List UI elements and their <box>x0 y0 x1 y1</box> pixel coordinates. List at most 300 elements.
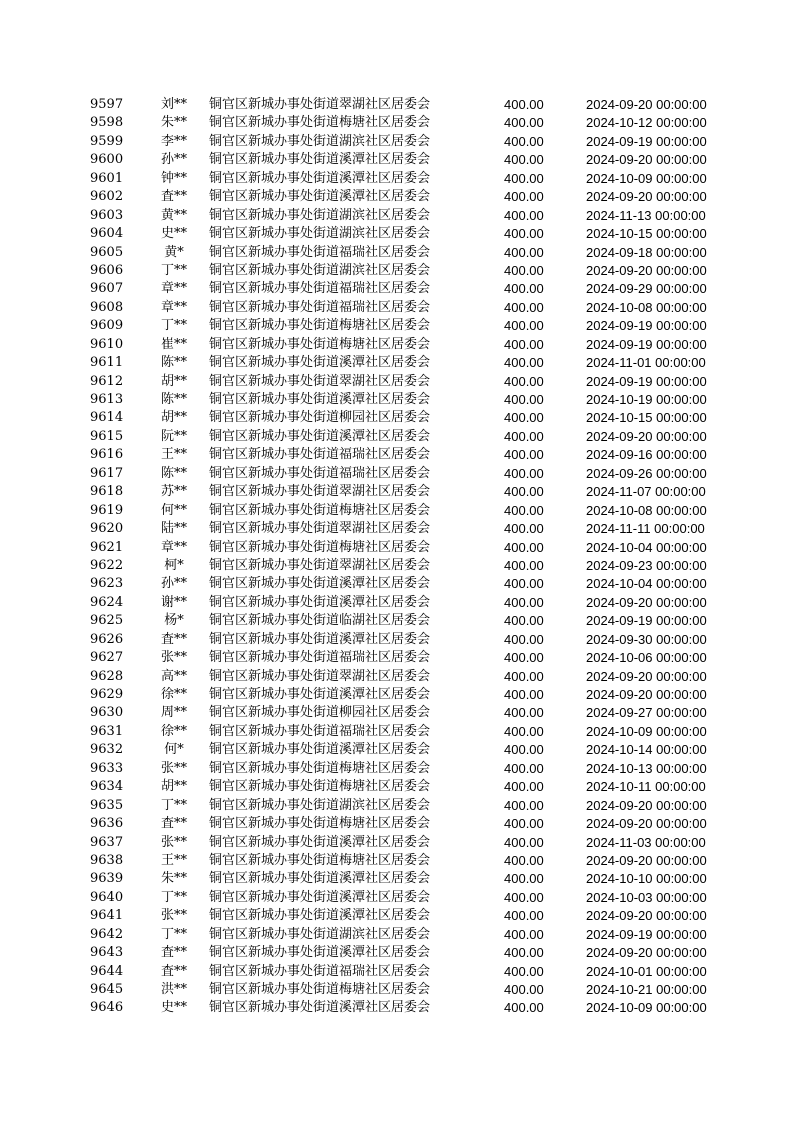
table-row <box>0 852 793 870</box>
recipient-name: 洪** <box>160 982 187 997</box>
amount: 400.00 <box>504 262 544 278</box>
recipient-name: 柯* <box>164 557 184 573</box>
organization: 铜官区新城办事处街道梅塘社区居委会 <box>209 760 431 776</box>
payment-date: 2024-10-04 00:00:00 <box>586 576 707 592</box>
record-id: 9630 <box>90 705 124 721</box>
payment-date: 2024-10-14 00:00:00 <box>586 742 707 758</box>
table-row <box>0 280 793 298</box>
table-row <box>0 336 793 354</box>
recipient-name: 杨* <box>164 613 184 629</box>
payment-date: 2024-09-19 00:00:00 <box>586 133 707 149</box>
table-row <box>0 317 793 335</box>
record-id: 9600 <box>90 152 124 168</box>
organization: 铜官区新城办事处街道翠湖社区居委会 <box>209 521 431 537</box>
record-id: 9601 <box>90 170 124 186</box>
amount: 400.00 <box>504 963 544 979</box>
amount: 400.00 <box>504 244 544 260</box>
record-id: 9636 <box>90 816 124 832</box>
organization: 铜官区新城办事处街道福瑞社区居委会 <box>209 723 431 739</box>
record-id: 9629 <box>90 687 124 702</box>
organization: 铜官区新城办事处街道溪潭社区居委会 <box>209 889 431 905</box>
table-row <box>0 760 793 778</box>
amount: 400.00 <box>504 779 544 795</box>
organization: 铜官区新城办事处街道湖滨社区居委会 <box>209 797 431 813</box>
table-row <box>0 244 793 262</box>
amount: 400.00 <box>504 281 544 297</box>
amount: 400.00 <box>504 170 544 186</box>
amount: 400.00 <box>504 631 544 647</box>
payment-date: 2024-10-09 00:00:00 <box>586 170 707 186</box>
amount: 400.00 <box>504 521 544 537</box>
organization: 铜官区新城办事处街道湖滨社区居委会 <box>209 133 431 149</box>
record-id: 9635 <box>90 797 124 813</box>
table-row <box>0 409 793 427</box>
amount: 400.00 <box>504 668 544 684</box>
payment-date: 2024-11-03 00:00:00 <box>586 834 706 850</box>
table-row <box>0 797 793 815</box>
recipient-name: 李** <box>160 133 187 149</box>
amount: 400.00 <box>504 226 544 242</box>
organization: 铜官区新城办事处街道湖滨社区居委会 <box>209 226 431 242</box>
organization: 铜官区新城办事处街道柳园社区居委会 <box>209 705 431 721</box>
recipient-name: 崔** <box>160 336 187 352</box>
record-id: 9615 <box>90 428 124 444</box>
payment-date: 2024-10-03 00:00:00 <box>586 889 707 905</box>
payment-date: 2024-09-20 00:00:00 <box>586 262 707 278</box>
table-row <box>0 778 793 796</box>
recipient-name: 章** <box>160 299 187 315</box>
amount: 400.00 <box>504 650 544 666</box>
amount: 400.00 <box>504 189 544 205</box>
amount: 400.00 <box>504 318 544 334</box>
amount: 400.00 <box>504 97 544 112</box>
recipient-name: 王** <box>160 852 187 868</box>
table-row <box>0 870 793 888</box>
amount: 400.00 <box>504 687 544 702</box>
payment-date: 2024-09-29 00:00:00 <box>586 281 707 297</box>
payment-date: 2024-09-30 00:00:00 <box>586 631 707 647</box>
amount: 400.00 <box>504 465 544 481</box>
table-row <box>0 907 793 925</box>
organization: 铜官区新城办事处街道临湖社区居委会 <box>209 613 431 629</box>
payment-date: 2024-10-13 00:00:00 <box>586 760 707 776</box>
payment-date: 2024-09-27 00:00:00 <box>586 705 707 721</box>
amount: 400.00 <box>504 428 544 444</box>
organization: 铜官区新城办事处街道福瑞社区居委会 <box>209 299 431 315</box>
organization: 铜官区新城办事处街道福瑞社区居委会 <box>209 465 431 481</box>
organization: 铜官区新城办事处街道梅塘社区居委会 <box>209 779 431 795</box>
table-row <box>0 428 793 446</box>
amount: 400.00 <box>504 1000 544 1016</box>
organization: 铜官区新城办事处街道梅塘社区居委会 <box>209 502 431 518</box>
payment-date: 2024-09-20 00:00:00 <box>586 797 707 813</box>
recipient-name: 朱** <box>160 115 187 131</box>
amount: 400.00 <box>504 613 544 629</box>
table-row <box>0 391 793 409</box>
payment-date: 2024-09-20 00:00:00 <box>586 687 707 702</box>
record-id: 9624 <box>90 594 124 610</box>
organization: 铜官区新城办事处街道溪潭社区居委会 <box>209 170 431 186</box>
record-id: 9611 <box>90 355 124 371</box>
table-row <box>0 668 793 686</box>
recipient-name: 孙** <box>160 576 187 592</box>
recipient-name: 丁** <box>160 797 187 813</box>
table-row <box>0 594 793 612</box>
amount: 400.00 <box>504 816 544 832</box>
payment-date: 2024-09-20 00:00:00 <box>586 945 707 961</box>
organization: 铜官区新城办事处街道湖滨社区居委会 <box>209 926 431 942</box>
record-id: 9616 <box>90 447 124 463</box>
amount: 400.00 <box>504 133 544 149</box>
payment-date: 2024-09-20 00:00:00 <box>586 908 707 924</box>
amount: 400.00 <box>504 871 544 887</box>
record-id: 9621 <box>90 539 124 555</box>
record-id: 9598 <box>90 115 124 131</box>
payment-date: 2024-10-19 00:00:00 <box>586 392 707 407</box>
payment-date: 2024-11-11 00:00:00 <box>586 521 705 537</box>
record-id: 9597 <box>90 97 124 112</box>
organization: 铜官区新城办事处街道柳园社区居委会 <box>209 410 431 426</box>
payment-date: 2024-10-15 00:00:00 <box>586 226 707 242</box>
table-row <box>0 926 793 944</box>
amount: 400.00 <box>504 484 544 500</box>
table-row <box>0 944 793 962</box>
table-row <box>0 686 793 704</box>
record-id: 9605 <box>90 244 124 260</box>
amount: 400.00 <box>504 852 544 868</box>
record-id: 9645 <box>90 982 124 997</box>
payment-date: 2024-09-20 00:00:00 <box>586 852 707 868</box>
table-row <box>0 502 793 520</box>
amount: 400.00 <box>504 373 544 389</box>
payment-date: 2024-09-20 00:00:00 <box>586 97 707 112</box>
recipient-name: 徐** <box>160 687 187 702</box>
recipient-name: 黄** <box>160 207 187 223</box>
table-row <box>0 373 793 391</box>
organization: 铜官区新城办事处街道福瑞社区居委会 <box>209 650 431 666</box>
table-row <box>0 207 793 225</box>
organization: 铜官区新城办事处街道溪潭社区居委会 <box>209 871 431 887</box>
organization: 铜官区新城办事处街道溪潭社区居委会 <box>209 355 431 371</box>
organization: 铜官区新城办事处街道翠湖社区居委会 <box>209 484 431 500</box>
organization: 铜官区新城办事处街道溪潭社区居委会 <box>209 392 431 407</box>
table-row <box>0 188 793 206</box>
record-id: 9603 <box>90 207 124 223</box>
record-id: 9646 <box>90 1000 124 1016</box>
table-row <box>0 649 793 667</box>
record-id: 9626 <box>90 631 124 647</box>
payment-date: 2024-09-26 00:00:00 <box>586 465 707 481</box>
recipient-name: 丁** <box>160 262 187 278</box>
recipient-name: 章** <box>160 281 187 297</box>
organization: 铜官区新城办事处街道翠湖社区居委会 <box>209 557 431 573</box>
recipient-name: 陆** <box>160 521 187 537</box>
recipient-name: 朱** <box>160 871 187 887</box>
table-row <box>0 262 793 280</box>
recipient-name: 陈** <box>160 392 187 407</box>
record-id: 9633 <box>90 760 124 776</box>
recipient-name: 胡** <box>160 373 187 389</box>
organization: 铜官区新城办事处街道翠湖社区居委会 <box>209 668 431 684</box>
organization: 铜官区新城办事处街道梅塘社区居委会 <box>209 115 431 131</box>
payment-date: 2024-10-08 00:00:00 <box>586 502 707 518</box>
record-id: 9627 <box>90 650 124 666</box>
recipient-name: 丁** <box>160 926 187 942</box>
recipient-name: 陈** <box>160 355 187 371</box>
organization: 铜官区新城办事处街道湖滨社区居委会 <box>209 262 431 278</box>
amount: 400.00 <box>504 889 544 905</box>
record-id: 9606 <box>90 262 124 278</box>
payment-date: 2024-09-16 00:00:00 <box>586 447 707 463</box>
organization: 铜官区新城办事处街道溪潭社区居委会 <box>209 908 431 924</box>
table-row <box>0 963 793 981</box>
record-id: 9637 <box>90 834 124 850</box>
organization: 铜官区新城办事处街道溪潭社区居委会 <box>209 428 431 444</box>
record-id: 9610 <box>90 336 124 352</box>
table-row <box>0 631 793 649</box>
amount: 400.00 <box>504 115 544 131</box>
table-row <box>0 704 793 722</box>
table-row <box>0 299 793 317</box>
table-row <box>0 96 793 114</box>
payment-date: 2024-10-10 00:00:00 <box>586 871 707 887</box>
table-row <box>0 815 793 833</box>
amount: 400.00 <box>504 576 544 592</box>
organization: 铜官区新城办事处街道溪潭社区居委会 <box>209 631 431 647</box>
table-row <box>0 225 793 243</box>
table-row <box>0 889 793 907</box>
organization: 铜官区新城办事处街道溪潭社区居委会 <box>209 576 431 592</box>
record-id: 9620 <box>90 521 124 537</box>
amount: 400.00 <box>504 908 544 924</box>
record-id: 9638 <box>90 852 124 868</box>
record-id: 9639 <box>90 871 124 887</box>
recipient-name: 査** <box>160 963 187 979</box>
payment-date: 2024-09-20 00:00:00 <box>586 428 707 444</box>
payment-date: 2024-10-09 00:00:00 <box>586 723 707 739</box>
payment-date: 2024-09-20 00:00:00 <box>586 668 707 684</box>
amount: 400.00 <box>504 336 544 352</box>
table-row <box>0 354 793 372</box>
recipient-name: 査** <box>160 631 187 647</box>
amount: 400.00 <box>504 742 544 758</box>
record-id: 9623 <box>90 576 124 592</box>
organization: 铜官区新城办事处街道梅塘社区居委会 <box>209 852 431 868</box>
table-row <box>0 170 793 188</box>
amount: 400.00 <box>504 502 544 518</box>
record-id: 9631 <box>90 723 124 739</box>
payment-date: 2024-09-18 00:00:00 <box>586 244 707 260</box>
table-row <box>0 981 793 999</box>
record-id: 9634 <box>90 779 124 795</box>
organization: 铜官区新城办事处街道溪潭社区居委会 <box>209 152 431 168</box>
organization: 铜官区新城办事处街道福瑞社区居委会 <box>209 281 431 297</box>
recipient-name: 谢** <box>160 594 187 610</box>
amount: 400.00 <box>504 392 544 407</box>
amount: 400.00 <box>504 539 544 555</box>
recipient-name: 胡** <box>160 410 187 426</box>
recipient-name: 丁** <box>160 889 187 905</box>
organization: 铜官区新城办事处街道梅塘社区居委会 <box>209 816 431 832</box>
table-row <box>0 999 793 1017</box>
recipient-name: 丁** <box>160 318 187 334</box>
record-id: 9609 <box>90 318 124 334</box>
table-row <box>0 151 793 169</box>
payment-date: 2024-10-11 00:00:00 <box>586 779 706 795</box>
amount: 400.00 <box>504 834 544 850</box>
recipient-name: 刘** <box>160 97 187 112</box>
table-row <box>0 520 793 538</box>
recipient-name: 胡** <box>160 779 187 795</box>
recipient-name: 孙** <box>160 152 187 168</box>
organization: 铜官区新城办事处街道梅塘社区居委会 <box>209 982 431 997</box>
record-id: 9613 <box>90 392 124 407</box>
recipient-name: 陈** <box>160 465 187 481</box>
payment-date: 2024-11-07 00:00:00 <box>586 484 706 500</box>
recipient-name: 何** <box>160 502 187 518</box>
amount: 400.00 <box>504 926 544 942</box>
record-id: 9607 <box>90 281 124 297</box>
recipient-name: 苏** <box>160 484 187 500</box>
recipient-name: 张** <box>160 908 187 924</box>
table-row <box>0 539 793 557</box>
organization: 铜官区新城办事处街道梅塘社区居委会 <box>209 539 431 555</box>
record-id: 9599 <box>90 133 124 149</box>
amount: 400.00 <box>504 982 544 997</box>
amount: 400.00 <box>504 945 544 961</box>
organization: 铜官区新城办事处街道梅塘社区居委会 <box>209 318 431 334</box>
table-row <box>0 465 793 483</box>
payment-date: 2024-09-19 00:00:00 <box>586 926 707 942</box>
payment-date: 2024-11-13 00:00:00 <box>586 207 706 223</box>
record-id: 9644 <box>90 963 124 979</box>
organization: 铜官区新城办事处街道溪潭社区居委会 <box>209 945 431 961</box>
record-id: 9641 <box>90 908 124 924</box>
organization: 铜官区新城办事处街道溪潭社区居委会 <box>209 594 431 610</box>
organization: 铜官区新城办事处街道福瑞社区居委会 <box>209 447 431 463</box>
organization: 铜官区新城办事处街道福瑞社区居委会 <box>209 963 431 979</box>
table-row <box>0 723 793 741</box>
record-id: 9625 <box>90 613 124 629</box>
payment-date: 2024-09-20 00:00:00 <box>586 152 707 168</box>
recipient-name: 査** <box>160 189 187 205</box>
payment-date: 2024-11-01 00:00:00 <box>586 355 706 371</box>
payment-date: 2024-10-06 00:00:00 <box>586 650 707 666</box>
recipient-name: 徐** <box>160 723 187 739</box>
organization: 铜官区新城办事处街道翠湖社区居委会 <box>209 97 431 112</box>
payment-date: 2024-10-01 00:00:00 <box>586 963 707 979</box>
table-row <box>0 575 793 593</box>
payment-date: 2024-09-19 00:00:00 <box>586 613 707 629</box>
record-id: 9604 <box>90 226 124 242</box>
table-row <box>0 557 793 575</box>
recipient-name: 章** <box>160 539 187 555</box>
table-row <box>0 446 793 464</box>
organization: 铜官区新城办事处街道溪潭社区居委会 <box>209 189 431 205</box>
payment-date: 2024-09-20 00:00:00 <box>586 189 707 205</box>
recipient-name: 周** <box>160 705 187 721</box>
organization: 铜官区新城办事处街道溪潭社区居委会 <box>209 1000 431 1016</box>
record-id: 9640 <box>90 889 124 905</box>
table-row <box>0 133 793 151</box>
record-id: 9608 <box>90 299 124 315</box>
amount: 400.00 <box>504 557 544 573</box>
payment-date: 2024-09-19 00:00:00 <box>586 336 707 352</box>
recipient-name: 査** <box>160 816 187 832</box>
record-id: 9642 <box>90 926 124 942</box>
recipient-name: 史** <box>160 1000 187 1016</box>
recipient-name: 张** <box>160 760 187 776</box>
organization: 铜官区新城办事处街道溪潭社区居委会 <box>209 687 431 702</box>
payment-date: 2024-10-08 00:00:00 <box>586 299 707 315</box>
record-id: 9622 <box>90 557 124 573</box>
organization: 铜官区新城办事处街道溪潭社区居委会 <box>209 742 431 758</box>
record-id: 9618 <box>90 484 124 500</box>
recipient-name: 阮** <box>160 428 187 444</box>
payment-date: 2024-10-21 00:00:00 <box>586 982 707 997</box>
recipient-name: 高** <box>160 668 187 684</box>
recipient-name: 史** <box>160 226 187 242</box>
payment-date: 2024-09-20 00:00:00 <box>586 816 707 832</box>
record-id: 9628 <box>90 668 124 684</box>
amount: 400.00 <box>504 594 544 610</box>
payment-date: 2024-09-20 00:00:00 <box>586 594 707 610</box>
recipient-name: 张** <box>160 650 187 666</box>
recipient-name: 张** <box>160 834 187 850</box>
payment-date: 2024-09-19 00:00:00 <box>586 373 707 389</box>
table-row <box>0 612 793 630</box>
recipient-name: 査** <box>160 945 187 961</box>
table-row <box>0 483 793 501</box>
amount: 400.00 <box>504 207 544 223</box>
record-id: 9617 <box>90 465 124 481</box>
record-id: 9602 <box>90 189 124 205</box>
record-id: 9614 <box>90 410 124 426</box>
table-row <box>0 834 793 852</box>
payment-date: 2024-10-04 00:00:00 <box>586 539 707 555</box>
payment-date: 2024-09-23 00:00:00 <box>586 557 707 573</box>
amount: 400.00 <box>504 447 544 463</box>
amount: 400.00 <box>504 797 544 813</box>
amount: 400.00 <box>504 152 544 168</box>
table-row <box>0 114 793 132</box>
record-table <box>0 96 793 1018</box>
organization: 铜官区新城办事处街道湖滨社区居委会 <box>209 207 431 223</box>
record-id: 9612 <box>90 373 124 389</box>
payment-date: 2024-09-19 00:00:00 <box>586 318 707 334</box>
amount: 400.00 <box>504 760 544 776</box>
amount: 400.00 <box>504 723 544 739</box>
table-row <box>0 741 793 759</box>
amount: 400.00 <box>504 355 544 371</box>
record-id: 9632 <box>90 742 124 758</box>
payment-date: 2024-10-12 00:00:00 <box>586 115 707 131</box>
organization: 铜官区新城办事处街道福瑞社区居委会 <box>209 244 431 260</box>
recipient-name: 何* <box>164 742 184 758</box>
payment-date: 2024-10-15 00:00:00 <box>586 410 707 426</box>
record-id: 9619 <box>90 502 124 518</box>
organization: 铜官区新城办事处街道翠湖社区居委会 <box>209 373 431 389</box>
recipient-name: 黄* <box>164 244 184 260</box>
recipient-name: 钟** <box>160 170 187 186</box>
organization: 铜官区新城办事处街道梅塘社区居委会 <box>209 336 431 352</box>
amount: 400.00 <box>504 705 544 721</box>
recipient-name: 王** <box>160 447 187 463</box>
record-id: 9643 <box>90 945 124 961</box>
amount: 400.00 <box>504 410 544 426</box>
payment-date: 2024-10-09 00:00:00 <box>586 1000 707 1016</box>
organization: 铜官区新城办事处街道溪潭社区居委会 <box>209 834 431 850</box>
